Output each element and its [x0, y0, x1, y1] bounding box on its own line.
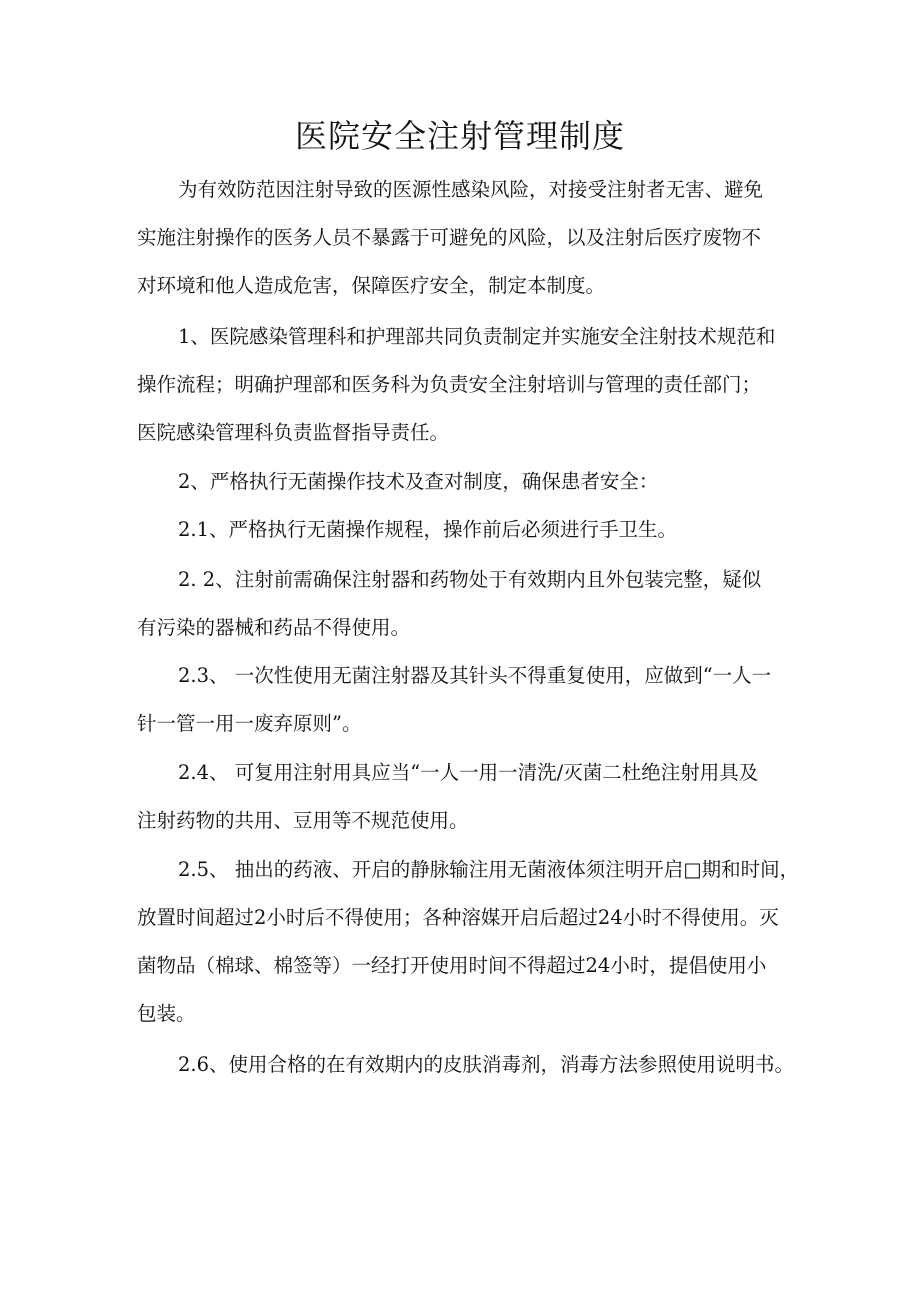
paragraph-clause-1	[137, 313, 797, 457]
paragraph-clause-2-2	[137, 556, 797, 652]
paragraph-line: 2、严格执行无菌操作技术及查对制度，确保患者安全：	[178, 470, 659, 493]
paragraph-line: 实施注射操作的医务人员不暴露于可避免的风险，以及注射后医疗废物不	[137, 226, 762, 249]
paragraph-clause-2	[137, 458, 797, 506]
paragraph-line: 2. 2、注射前需确保注射器和药物处于有效期内且外包装完整，疑似	[178, 568, 762, 591]
paragraph-clause-2-6	[137, 1041, 797, 1089]
paragraph-line: 对环境和他人造成危害，保障医疗安全，制定本制度。	[137, 274, 606, 297]
paragraph-line: 医院感染管理科负责监督指导责任。	[137, 421, 450, 444]
paragraph-line: 包装。	[137, 1002, 196, 1025]
paragraph-line: 2.3、 一次性使用无菌注射器及其针头不得重复使用，应做到“一人一	[178, 664, 772, 687]
document-title: 医院安全注射管理制度	[294, 117, 625, 155]
paragraph-clause-2-5	[137, 846, 800, 1038]
paragraph-clause-2-4	[137, 749, 797, 845]
paragraph-line: 针一管一用一废弃原则”。	[137, 712, 362, 735]
paragraph-line: 2.1、严格执行无菌操作规程，操作前后必须进行手卫生。	[178, 518, 678, 541]
paragraph-line: 菌物品（棉球、棉签等）一经打开使用时间不得超过24小时，提倡使用小	[137, 954, 767, 977]
paragraph-clause-2-3	[137, 652, 797, 748]
paragraph-line: 2.6、使用合格的在有效期内的皮肤消毒剂，消毒方法参照使用说明书。	[178, 1053, 795, 1076]
paragraph-line: 为有效防范因注射导致的医源性感染风险，对接受注射者无害、避免	[178, 178, 764, 201]
paragraph-line: 放置时间超过2小时后不得使用；各种溶媒开启后超过24小时不得使用。灭	[137, 906, 779, 929]
paragraph-line: 2.4、 可复用注射用具应当“一人一用一清洗/灭菌二杜绝注射用具及	[178, 761, 759, 784]
paragraph-line: 注射药物的共用、豆用等不规范使用。	[137, 809, 469, 832]
paragraph-purpose	[137, 166, 797, 310]
paragraph-line: 1、医院感染管理科和护理部共同负责制定并实施安全注射技术规范和	[178, 325, 776, 348]
paragraph-line: 操作流程；明确护理部和医务科为负责安全注射培训与管理的责任部门；	[137, 373, 762, 396]
paragraph-clause-2-1	[137, 506, 797, 554]
paragraph-line: 有污染的器械和药品不得使用。	[137, 616, 411, 639]
paragraph-line: 2.5、 抽出的药液、开启的静脉输注用无菌液体须注明开启□期和时间，	[178, 858, 800, 881]
